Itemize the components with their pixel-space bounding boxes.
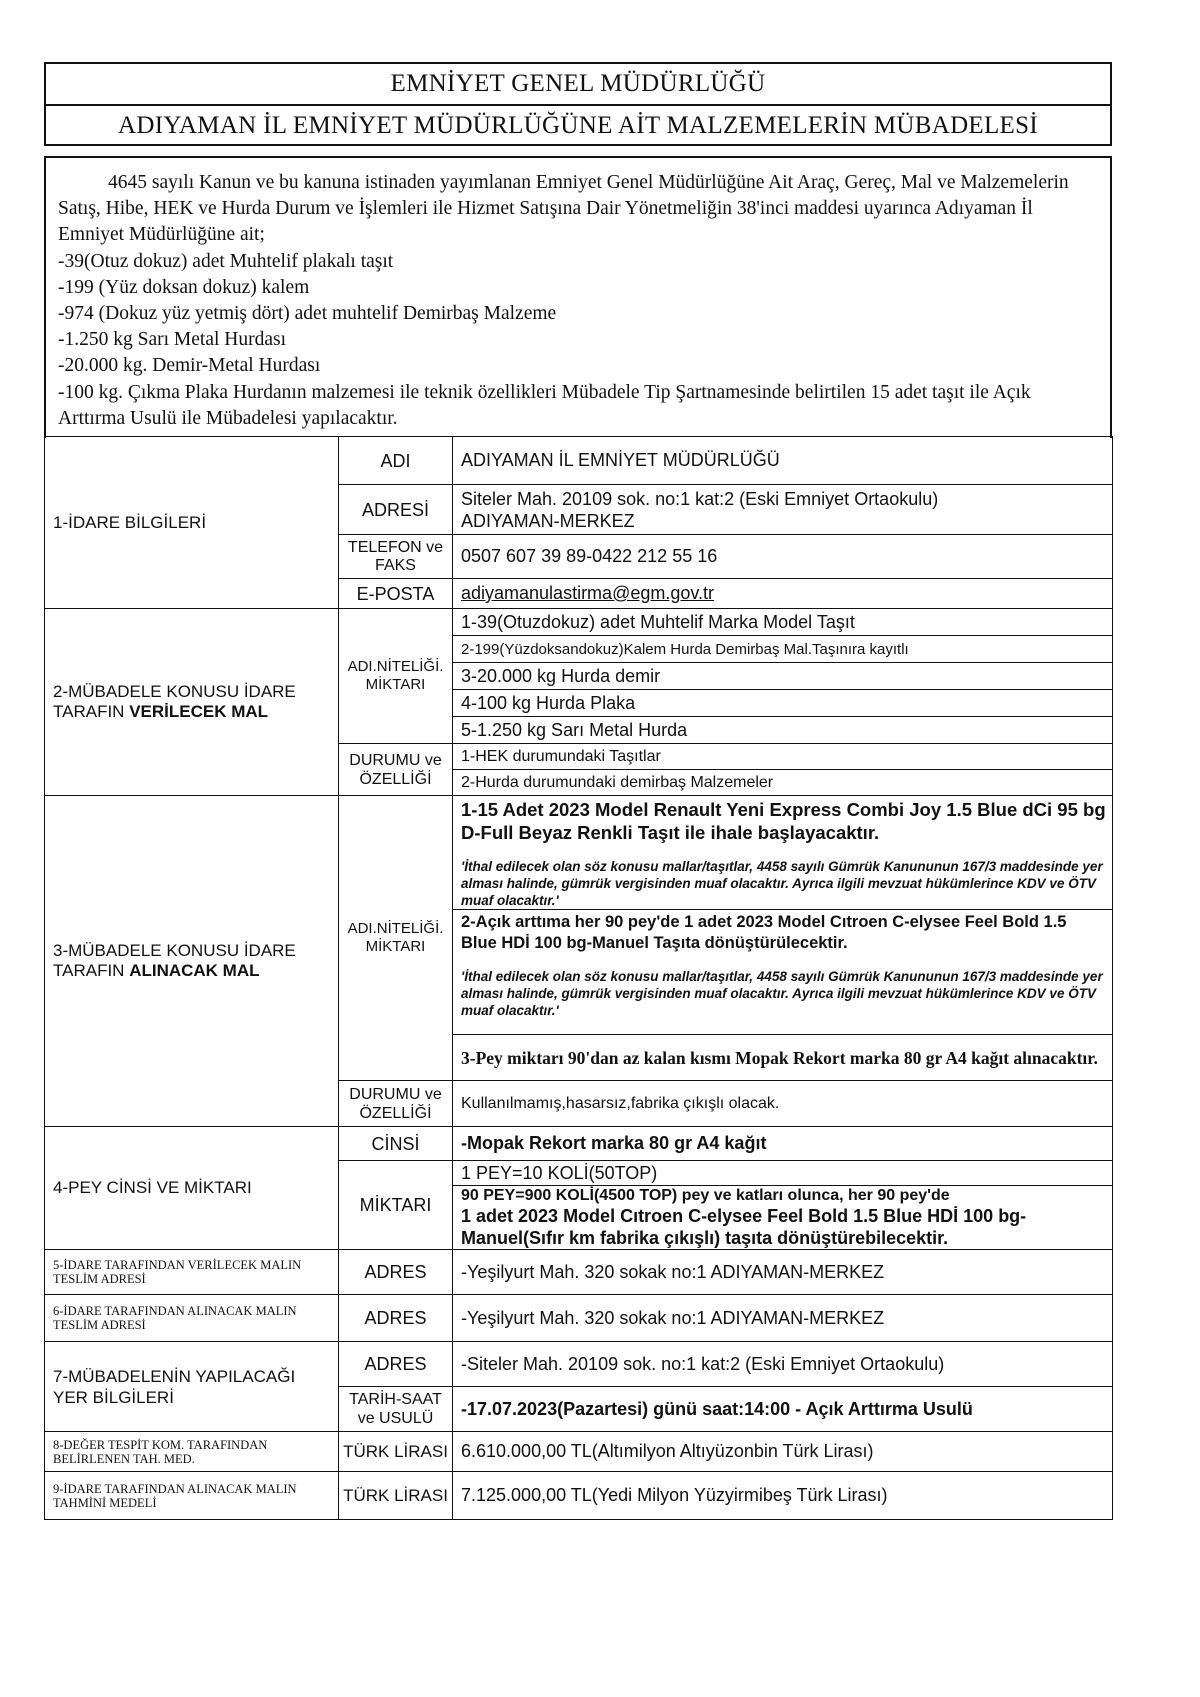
miktar-line2 [453,1186,1113,1250]
table-row [45,796,1113,910]
cinsi-label: CİNSİ [339,1127,453,1161]
intro-line: -100 kg. Çıkma Plaka Hurdanın malzemesi ile teknik özellikleri Mübadele Tip Şartnamesinde belirtilen 15 adet taşıt ile Açık Arttırma Usulü ile Mübadelesi yapılacaktır. [58,381,1031,429]
adres-label: ADRESİ [339,485,453,535]
section6-label: 6-İDARE TARAFINDAN ALINACAK MALIN TESLİM ADRESİ [45,1295,339,1342]
header-subtitle: ADIYAMAN İL EMNİYET MÜDÜRLÜĞÜNE AİT MALZEMELERİN MÜBADELESİ [118,112,1038,139]
telefon-label: TELEFON ve FAKS [339,535,453,579]
section2-nitelik-label: ADI.NİTELİĞİ. MİKTARI [339,609,453,744]
section7-tarih-value: -17.07.2023(Pazartesi) günü saat:14:00 - Açık Arttırma Usulü [453,1387,1113,1432]
table-row [45,1250,1113,1295]
section2-item: 4-100 kg Hurda Plaka [453,690,1113,717]
intro-line: -199 (Yüz doksan dokuz) kalem [58,276,310,298]
section2-label-line2 [53,702,332,722]
section5-mid: ADRES [339,1250,453,1295]
eposta-label: E-POSTA [339,579,453,609]
section2-item: 1-39(Otuzdokuz) adet Muhtelif Marka Model Taşıt [453,609,1113,636]
section8-value: 6.610.000,00 TL(Altımilyon Altıyüzonbin Türk Lirası) [453,1432,1113,1472]
section3-item1-note: 'İthal edilecek olan söz konusu mallar/taşıtlar, 4458 sayılı Gümrük Kanununun 167/3 maddesinde yer alması halinde, gümrük vergisinden muaf olacaktır. Ayrıca ilgili mevzuat hükümlerince KDV ve ÖTV muaf olacaktır.' [461,859,1103,908]
adres-value [453,485,1113,535]
intro-line: -974 (Dokuz yüz yetmiş dört) adet muhtelif Demirbaş Malzeme [58,303,557,325]
section2-label-normal: TARAFIN [53,702,130,721]
section2-durum-label: DURUMU ve ÖZELLİĞİ [339,744,453,796]
section7-adres-label: ADRES [339,1342,453,1387]
intro-section [44,156,1112,438]
section7-label: 7-MÜBADELENİN YAPILACAĞI YER BİLGİLERİ [45,1342,339,1432]
section2-item: 5-1.250 kg Sarı Metal Hurda [453,717,1113,744]
eposta-value [453,579,1113,609]
section3-item1-text: 1-15 Adet 2023 Model Renault Yeni Express Combi Joy 1.5 Blue dCi 95 bg D-Full Beyaz Renkli Taşıt ile ihale başlayacaktır. [461,799,1106,843]
section3-durum-label: DURUMU ve ÖZELLİĞİ [339,1081,453,1127]
section3-durum-value: Kullanılmamış,hasarsız,fabrika çıkışlı olacak. [453,1081,1113,1127]
adi-label: ADI [339,437,453,485]
section2-label [45,609,339,796]
section7-adres-value: -Siteler Mah. 20109 sok. no:1 kat:2 (Eski Emniyet Ortaokulu) [453,1342,1113,1387]
telefon-value: 0507 607 39 89-0422 212 55 16 [453,535,1113,579]
miktari-label: MİKTARI [339,1161,453,1250]
table-row [45,437,1113,485]
section2-durum-item: 1-HEK durumundaki Taşıtlar [453,744,1113,770]
section9-mid: TÜRK LİRASI [339,1472,453,1520]
section8-mid: TÜRK LİRASI [339,1432,453,1472]
table-row [45,1472,1113,1520]
section3-item2 [453,910,1113,1035]
table-row [45,1127,1113,1161]
details-table [44,436,1113,1520]
section4-label: 4-PEY CİNSİ VE MİKTARI [45,1127,339,1250]
miktar-line2b: 1 adet 2023 Model Cıtroen C-elysee Feel Bold 1.5 Blue HDİ 100 bg-Manuel(Sıfır km fabrika çıkışlı) taşıta dönüştürebilecektir. [461,1206,1027,1248]
section3-item3: 3-Pey miktarı 90'dan az kalan kısmı Mopak Rekort marka 80 gr A4 kağıt alınacaktır. [453,1035,1113,1081]
section3-label-line1: 3-MÜBADELE KONUSU İDARE [53,941,296,960]
section9-label: 9-İDARE TARAFINDAN ALINACAK MALIN TAHMİNİ MEDELİ [45,1472,339,1520]
section5-value: -Yeşilyurt Mah. 320 sokak no:1 ADIYAMAN-MERKEZ [453,1250,1113,1295]
section2-label-bold: VERİLECEK MAL [129,702,269,721]
section5-label: 5-İDARE TARAFINDAN VERİLECEK MALIN TESLİM ADRESİ [45,1250,339,1295]
section3-label-line2 [53,961,332,981]
section6-value: -Yeşilyurt Mah. 320 sokak no:1 ADIYAMAN-MERKEZ [453,1295,1113,1342]
table-row [45,609,1113,636]
section2-durum-item: 2-Hurda durumundaki demirbaş Malzemeler [453,770,1113,796]
section3-item2-note: 'İthal edilecek olan söz konusu mallar/taşıtlar, 4458 sayılı Gümrük Kanununun 167/3 maddesinde yer alması halinde, gümrük vergisinden muaf olacaktır. Ayrıca ilgili mevzuat hükümlerince KDV ve ÖTV muaf olacaktır.' [461,969,1103,1018]
intro-paragraph: 4645 sayılı Kanun ve bu kanuna istinaden yayımlanan Emniyet Genel Müdürlüğüne Ait Araç, Gereç, Mal ve Malzemelerin Satış, Hibe, HEK ve Hurda Durum ve İşlemleri ile Hizmet Satışına Dair Yönetmeliğin 38'inci maddesi uyarınca Adıyaman İl Emniyet Müdürlüğüne ait; [58,172,1069,246]
miktar-line1: 1 PEY=10 KOLİ(50TOP) [453,1161,1113,1186]
section9-value: 7.125.000,00 TL(Yedi Milyon Yüzyirmibeş Türk Lirası) [453,1472,1113,1520]
header-title: EMNİYET GENEL MÜDÜRLÜĞÜ [46,64,1110,106]
document-header [44,62,1112,146]
intro-line: -39(Otuz dokuz) adet Muhtelif plakalı taşıt [58,250,394,272]
section6-mid: ADRES [339,1295,453,1342]
section2-item: 2-199(Yüzdoksandokuz)Kalem Hurda Demirbaş Mal.Taşınıra kayıtlı [453,636,1113,663]
adres-line1: Siteler Mah. 20109 sok. no:1 kat:2 (Eski Emniyet Ortaokulu) [461,488,939,509]
miktar-line2a: 90 PEY=900 KOLİ(4500 TOP) pey ve katları olunca, her 90 pey'de [461,1187,950,1204]
section3-label [45,796,339,1127]
section3-item2-text: 2-Açık arttıma her 90 pey'de 1 adet 2023 Model Cıtroen C-elysee Feel Bold 1.5 Blue HDİ 100 bg-Manuel Taşıta dönüştürülecektir. [461,913,1067,952]
cinsi-value: -Mopak Rekort marka 80 gr A4 kağıt [453,1127,1113,1161]
intro-line: -20.000 kg. Demir-Metal Hurdası [58,355,321,377]
section8-label: 8-DEĞER TESPİT KOM. TARAFINDAN BELİRLENEN TAH. MED. [45,1432,339,1472]
section1-label: 1-İDARE BİLGİLERİ [45,437,339,609]
section2-item: 3-20.000 kg Hurda demir [453,663,1113,690]
adres-line2: ADIYAMAN-MERKEZ [461,510,635,531]
table-row [45,1342,1113,1387]
adi-value: ADIYAMAN İL EMNİYET MÜDÜRLÜĞÜ [453,437,1113,485]
section3-nitelik-label: ADI.NİTELİĞİ. MİKTARI [339,796,453,1081]
section3-item1 [453,796,1113,910]
section3-label-bold: ALINACAK MAL [129,961,260,980]
section3-label-normal: TARAFIN [53,961,130,980]
section2-label-line1: 2-MÜBADELE KONUSU İDARE [53,682,296,701]
table-row [45,1295,1113,1342]
eposta-link[interactable]: adiyamanulastirma@egm.gov.tr [461,583,715,603]
table-row [45,1432,1113,1472]
section7-tarih-label: TARİH-SAAT ve USULÜ [339,1387,453,1432]
intro-line: -1.250 kg Sarı Metal Hurdası [58,329,287,351]
